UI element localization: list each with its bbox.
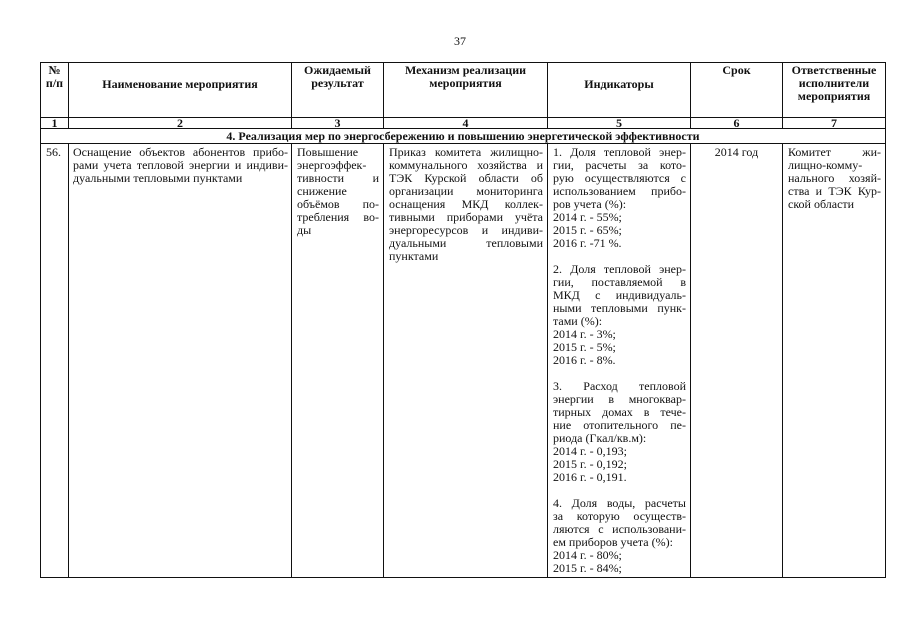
- indicator-text-line: ров учета (%):: [553, 197, 627, 211]
- indicator-text-line: использованием прибо-: [553, 184, 686, 198]
- indicator-block: [553, 146, 686, 250]
- header-line: №: [48, 63, 61, 77]
- mechanism-line: организации мониторинга: [389, 184, 543, 198]
- indicator-value: 2016 г. - 0,191.: [553, 470, 627, 484]
- indicator-value: 2015 г. - 0,192;: [553, 457, 627, 471]
- indicator-value: 2015 г. - 84%;: [553, 561, 622, 575]
- header-line: результат: [311, 76, 364, 90]
- indicator-block: [553, 497, 686, 575]
- indicator-value: 2015 г. - 65%;: [553, 223, 622, 237]
- header-expected-result: [292, 63, 384, 118]
- header-mechanism: [384, 63, 548, 118]
- section-title: 4. Реализация мер по энергосбережению и повышению энергетической эффективности: [41, 129, 886, 144]
- responsible-line: ской области: [788, 197, 855, 211]
- header-line: Ожидаемый: [304, 63, 371, 77]
- indicator-value: 2016 г. -71 %.: [553, 236, 622, 250]
- indicator-text-line: ние отопительного пе-: [553, 418, 686, 432]
- expected-result-line: снижение: [297, 184, 347, 198]
- mechanism-line: пунктами: [389, 249, 439, 263]
- header-line: мероприятия: [797, 89, 871, 103]
- header-number: [41, 63, 69, 118]
- responsible-line: Комитет жи-: [788, 145, 881, 159]
- mechanism-line: ТЭК Курской области об: [389, 171, 543, 185]
- expected-result-line: объёмов по-: [297, 197, 379, 211]
- responsible-line: нального хозяй-: [788, 171, 881, 185]
- mechanism-line: тивными приборами учёта: [389, 210, 543, 224]
- indicator-text-line: энергии в многоквар-: [553, 392, 686, 406]
- table-row: [41, 144, 886, 578]
- header-line: Ответственные: [791, 63, 877, 77]
- column-number: 1: [41, 118, 69, 129]
- header-line: Срок: [722, 63, 751, 77]
- measure-name-line: рами учета тепловой энергии и индиви-: [73, 158, 288, 172]
- indicator-text-line: 2. Доля тепловой энер-: [553, 262, 686, 276]
- indicator-value: 2014 г. - 0,193;: [553, 444, 627, 458]
- header-line: мероприятия: [429, 76, 502, 90]
- column-number: 3: [292, 118, 384, 129]
- column-number: 6: [691, 118, 783, 129]
- measure-name-line: Оснащение объектов абонентов прибо-: [73, 145, 288, 159]
- mechanism-line: оснащения МКД коллек-: [389, 197, 543, 211]
- indicator-value: 2015 г. - 5%;: [553, 340, 616, 354]
- indicator-value: 2014 г. - 55%;: [553, 210, 622, 224]
- responsible-line: ства и ТЭК Кур-: [788, 184, 881, 198]
- header-line: исполнители: [798, 76, 870, 90]
- indicator-text-line: ными тепловыми пунк-: [553, 301, 686, 315]
- header-measure-name: [69, 63, 292, 118]
- indicator-text-line: тирных домах в тече-: [553, 405, 686, 419]
- implementation-mechanism: [384, 144, 548, 578]
- indicator-text-line: ляются с использовани-: [553, 522, 686, 536]
- mechanism-line: энергоресурсов и индиви-: [389, 223, 543, 237]
- indicator-text-line: рую осуществляются с: [553, 171, 686, 185]
- indicator-block: [553, 263, 686, 367]
- expected-result-line: ды: [297, 223, 312, 237]
- indicator-text-line: 3. Расход тепловой: [553, 379, 686, 393]
- header-line: Индикаторы: [584, 77, 654, 91]
- indicator-value: 2014 г. - 3%;: [553, 327, 616, 341]
- deadline: 2014 год: [691, 144, 783, 578]
- indicator-block: [553, 380, 686, 484]
- measures-table: [40, 62, 886, 578]
- column-number: 7: [783, 118, 886, 129]
- column-numbers-row: [41, 118, 886, 129]
- mechanism-line: дуальными тепловыми: [389, 236, 543, 250]
- column-number: 5: [548, 118, 691, 129]
- expected-result-line: Повышение: [297, 145, 359, 159]
- header-line: Наименование мероприятия: [102, 77, 258, 91]
- indicator-value: 2014 г. - 80%;: [553, 548, 622, 562]
- measure-name-line: дуальными тепловыми пунктами: [73, 171, 243, 185]
- indicators: [548, 144, 691, 578]
- column-number: 4: [384, 118, 548, 129]
- indicator-text-line: риода (Гкал/кв.м):: [553, 431, 647, 445]
- mechanism-line: Приказ комитета жилищно-: [389, 145, 543, 159]
- column-number: 2: [69, 118, 292, 129]
- indicator-text-line: гии, расчеты за кото-: [553, 158, 686, 172]
- header-line: Механизм реализации: [404, 63, 527, 77]
- responsible-executors: [783, 144, 886, 578]
- header-row: [41, 63, 886, 118]
- indicator-text-line: ем приборов учета (%):: [553, 535, 673, 549]
- indicator-text-line: тами (%):: [553, 314, 603, 328]
- expected-result-line: энергоэффек-: [297, 158, 367, 172]
- indicator-text-line: за которую осуществ-: [553, 509, 686, 523]
- measure-name: [69, 144, 292, 578]
- table-body: [41, 129, 886, 578]
- indicator-text-line: 4. Доля воды, расчеты: [553, 496, 686, 510]
- indicator-text-line: 1. Доля тепловой энер-: [553, 145, 686, 159]
- header-responsible: [783, 63, 886, 118]
- mechanism-line: коммунального хозяйства и: [389, 158, 543, 172]
- table-header: [41, 63, 886, 129]
- indicator-text-line: МКД с индивидуаль-: [553, 288, 686, 302]
- expected-result-line: тивности и: [297, 171, 379, 185]
- expected-result: [292, 144, 384, 578]
- header-indicators: [548, 63, 691, 118]
- indicator-text-line: гии, поставляемой в: [553, 275, 686, 289]
- section-row: [41, 129, 886, 144]
- header-deadline: [691, 63, 783, 118]
- page-number: 37: [454, 34, 466, 48]
- row-number: 56.: [41, 144, 69, 578]
- expected-result-line: требления во-: [297, 210, 379, 224]
- indicator-value: 2016 г. - 8%.: [553, 353, 616, 367]
- responsible-line: лищно-комму-: [788, 158, 863, 172]
- header-line: п/п: [45, 76, 64, 90]
